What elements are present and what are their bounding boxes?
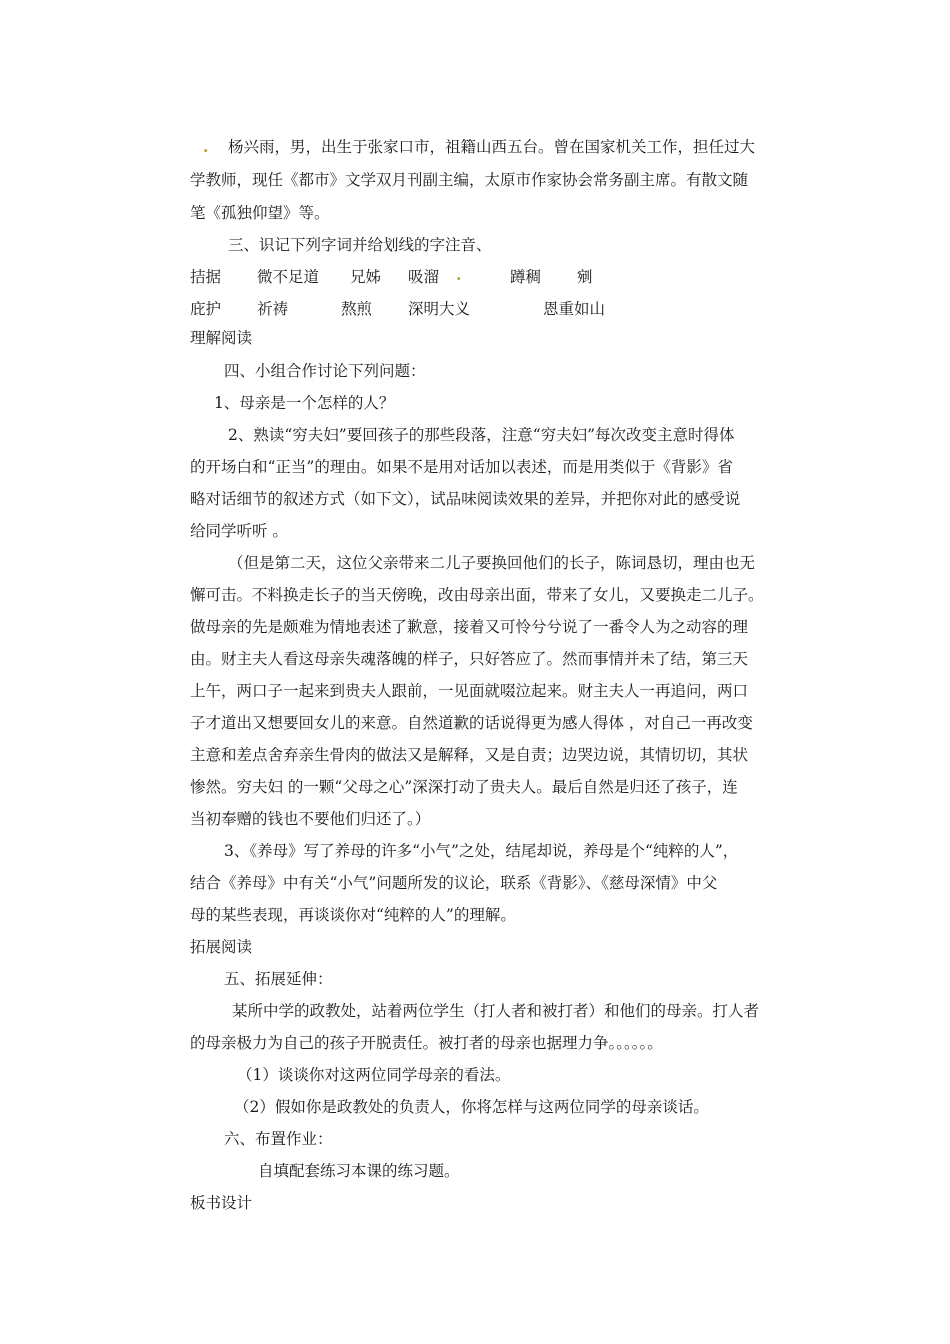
section5-item-2: （2）假如你是政教处的负责人，你将怎样与这两位同学的母亲谈话。 bbox=[234, 1098, 709, 1116]
passage-line: 懈可击。不料换走长子的当天傍晚，改由母亲出面，带来了女儿，又要换走二儿子。 bbox=[190, 586, 764, 604]
board-design-label: 板书设计 bbox=[190, 1194, 253, 1212]
vocab-word: 恩重如山 bbox=[543, 300, 606, 318]
passage-line: 上午，两口子一起来到贵夫人跟前，一见面就啜泣起来。财主夫人一再追问，两口 bbox=[190, 682, 749, 700]
section5-heading: 五、拓展延伸： bbox=[224, 970, 333, 988]
vocab-word: 熬煎 bbox=[341, 300, 373, 318]
section4-heading: 四、小组合作讨论下列问题： bbox=[224, 362, 426, 380]
section6-heading: 六、布置作业： bbox=[224, 1130, 333, 1148]
vocab-word: 祈祷 bbox=[257, 300, 289, 318]
section5-item-1: （1）谈谈你对这两位同学母亲的看法。 bbox=[237, 1066, 511, 1084]
question-3-line: 结合《养母》中有关“小气”问题所发的议论，联系《背影》、《慈母深情》中父 bbox=[190, 874, 718, 892]
question-2-line: 2、熟读“穷夫妇”要回孩子的那些段落，注意“穷夫妇”每次改变主意时得体 bbox=[228, 426, 735, 444]
vocab-word: 蹲稠 bbox=[510, 268, 542, 286]
vocab-word: 微不足道 bbox=[257, 268, 320, 286]
vocab-word: 深明大义 bbox=[408, 300, 471, 318]
bio-line-2: 学教师，现任《都市》文学双月刊副主编，太原市作家协会常务副主席。有散文随 bbox=[190, 171, 749, 189]
reading-label: 理解阅读 bbox=[190, 329, 253, 347]
section5-para-line: 的母亲极力为自己的孩子开脱责任。被打者的母亲也据理力争。。。。。。 bbox=[190, 1034, 663, 1052]
passage-line: 子才道出又想要回女儿的来意。自然道歉的话说得更为感人得体 ，对自己一再改变 bbox=[190, 714, 753, 732]
marker-dot: . bbox=[203, 137, 209, 156]
section5-para-line: 某所中学的政教处，站着两位学生（打人者和被打者）和他们的母亲。打人者 bbox=[232, 1002, 760, 1020]
passage-line: 当初奉赠的钱也不要他们归还了。） bbox=[190, 810, 431, 828]
vocab-word: 兄姊 bbox=[350, 268, 382, 286]
extended-reading-label: 拓展阅读 bbox=[190, 938, 253, 956]
passage-line: 惨然。穷夫妇 的一颗“父母之心”深深打动了贵夫人。最后自然是归还了孩子，连 bbox=[190, 778, 738, 796]
vocab-word: 吸溜 bbox=[408, 268, 440, 286]
section3-heading: 三、识记下列字词并给划线的字注音、 bbox=[228, 236, 492, 254]
vocab-word: 拮据 bbox=[190, 268, 222, 286]
question-3-line: 3、《养母》写了养母的许多“小气”之处，结尾却说，养母是个“纯粹的人”， bbox=[224, 842, 739, 860]
passage-line: 做母亲的先是颇难为情地表述了歉意，接着又可怜兮兮说了一番令人为之动容的理 bbox=[190, 618, 749, 636]
question-3-line: 母的某些表现，再谈谈你对“纯粹的人”的理解。 bbox=[190, 906, 516, 924]
question-2-line: 的开场白和“正当”的理由。如果不是用对话加以表述，而是用类似于《背影》省 bbox=[190, 458, 733, 476]
passage-line: （但是第二天，这位父亲带来二儿子要换回他们的长子，陈词恳切，理由也无 bbox=[228, 554, 756, 572]
vocab-word: 剜 bbox=[577, 268, 593, 286]
vocab-word: 庇护 bbox=[190, 300, 222, 318]
question-2-line: 略对话细节的叙述方式（如下文），试品味阅读效果的差异，并把你对此的感受说 bbox=[190, 490, 741, 508]
bio-line-1: 杨兴雨，男，出生于张家口市，祖籍山西五台。曾在国家机关工作，担任过大 bbox=[228, 138, 756, 156]
passage-line: 由。财主夫人看这母亲失魂落魄的样子，只好答应了。然而事情并未了结，第三天 bbox=[190, 650, 749, 668]
marker-dot: . bbox=[456, 265, 462, 284]
section6-task: 自填配套练习本课的练习题。 bbox=[258, 1162, 460, 1180]
question-1: 1、母亲是一个怎样的人？ bbox=[214, 394, 395, 412]
question-2-line: 给同学听听 。 bbox=[190, 522, 288, 540]
bio-line-3: 笔《孤独仰望》等。 bbox=[190, 204, 330, 222]
passage-line: 主意和差点舍弃亲生骨肉的做法又是解释，又是自责；边哭边说，其情切切，其状 bbox=[190, 746, 749, 764]
